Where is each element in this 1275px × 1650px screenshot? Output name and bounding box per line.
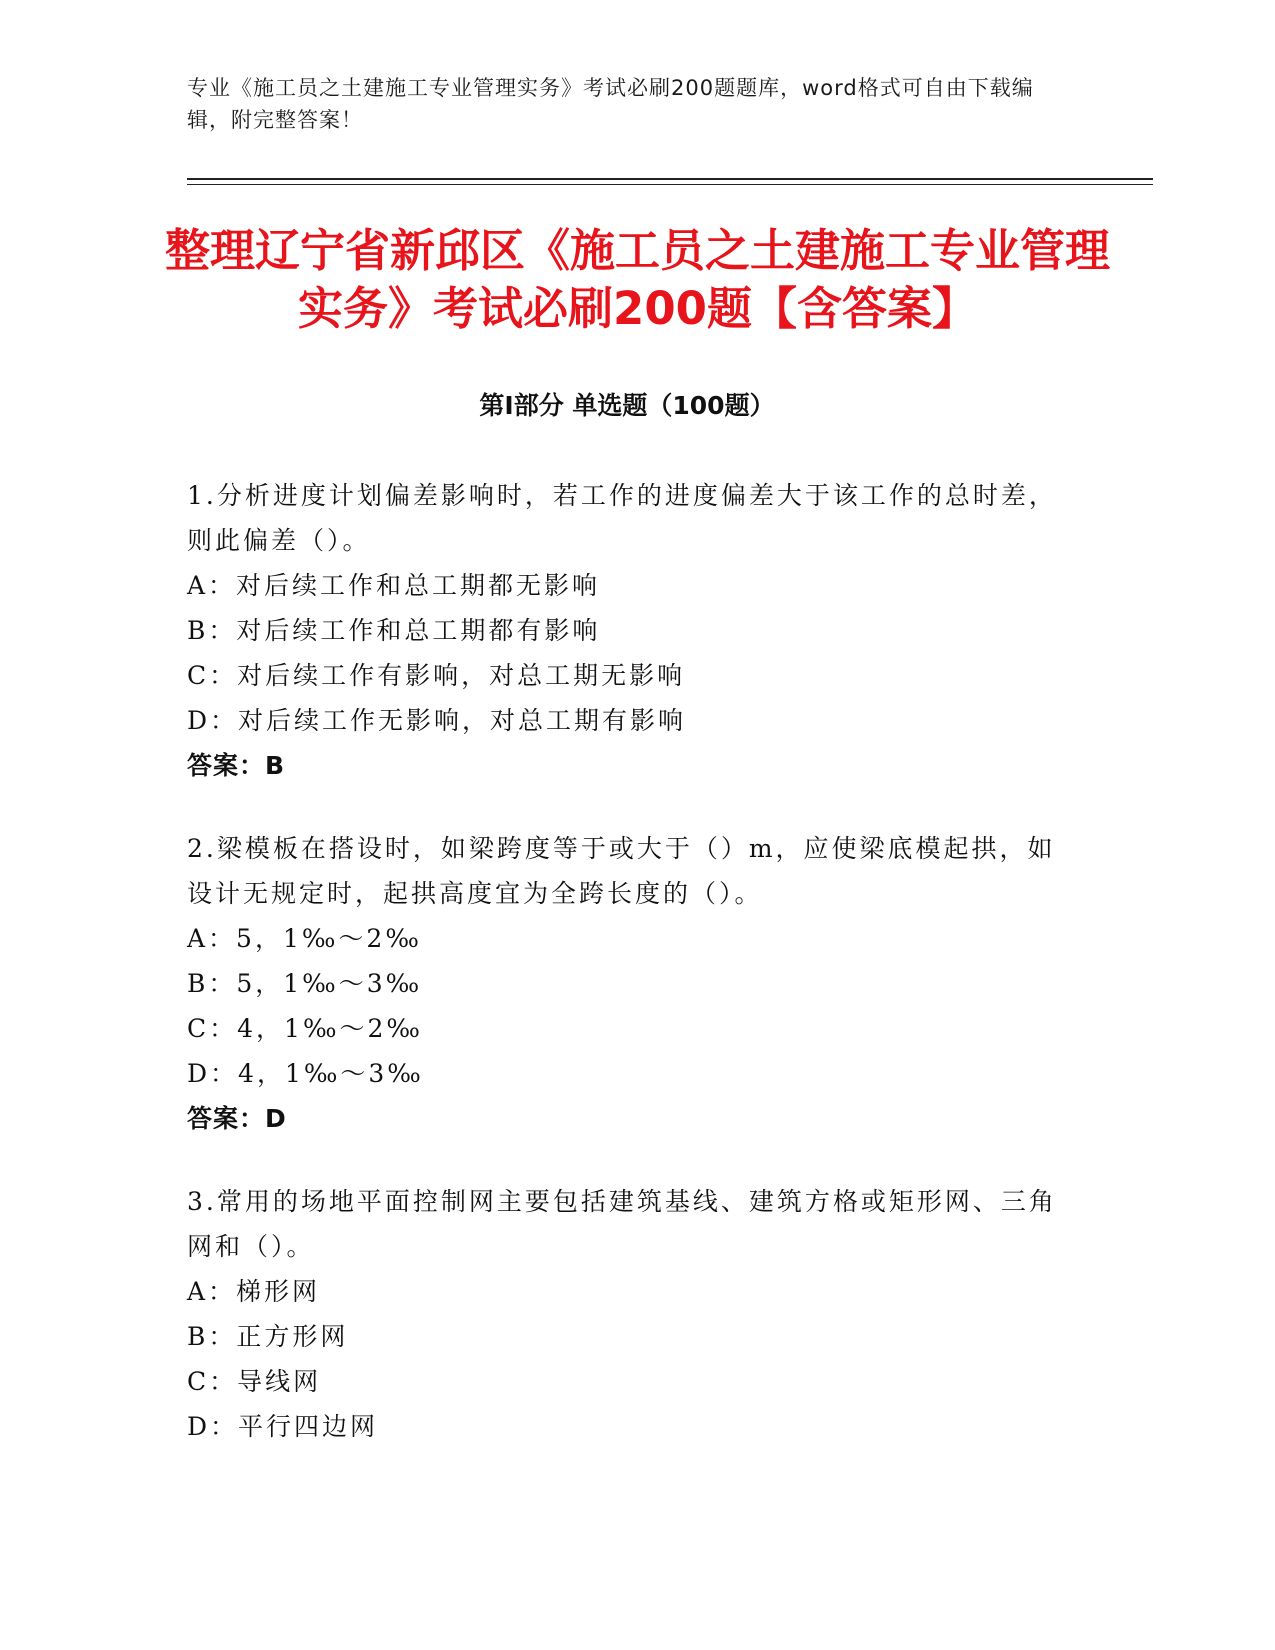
option-d: D：4，1‰～3‰ <box>187 1059 424 1088</box>
option-d: D：平行四边网 <box>187 1412 379 1441</box>
option-c: C：4，1‰～2‰ <box>187 1014 423 1043</box>
header-rule-thin <box>187 184 1153 185</box>
option-a: A：5，1‰～2‰ <box>187 924 422 953</box>
question-1 <box>187 473 1077 788</box>
option-b: B：5，1‰～3‰ <box>187 969 423 998</box>
document-title: 整理辽宁省新邱区《施工员之土建施工专业管理实务》考试必刷200题【含答案】 <box>164 224 1110 335</box>
header-note: 专业《施工员之土建施工专业管理实务》考试必刷200题题库，word格式可自由下载编辑，附完整答案！ <box>187 76 1034 132</box>
section-title: 第I部分 单选题（100题） <box>479 391 775 420</box>
option-c: C：对后续工作有影响，对总工期无影响 <box>187 661 686 690</box>
option-b: B：对后续工作和总工期都有影响 <box>187 616 601 645</box>
question-3 <box>187 1179 1077 1449</box>
question-stem: 2.梁模板在搭设时，如梁跨度等于或大于（）m，应使梁底模起拱，如设计无规定时，起拱高度宜为全跨长度的（）。 <box>187 834 1056 908</box>
answer: 答案：B <box>187 751 286 780</box>
option-c: C：导线网 <box>187 1367 322 1396</box>
question-stem: 1.分析进度计划偏差影响时，若工作的进度偏差大于该工作的总时差，则此偏差（）。 <box>187 481 1057 555</box>
option-a: A：对后续工作和总工期都无影响 <box>187 571 601 600</box>
header-rule-thick <box>187 178 1153 180</box>
question-list <box>187 473 1077 1487</box>
question-2 <box>187 826 1077 1141</box>
option-b: B：正方形网 <box>187 1322 349 1351</box>
question-stem: 3.常用的场地平面控制网主要包括建筑基线、建筑方格或矩形网、三角网和（）。 <box>187 1187 1057 1261</box>
option-a: A：梯形网 <box>187 1277 321 1306</box>
answer: 答案：D <box>187 1104 287 1133</box>
option-d: D：对后续工作无影响，对总工期有影响 <box>187 706 687 735</box>
